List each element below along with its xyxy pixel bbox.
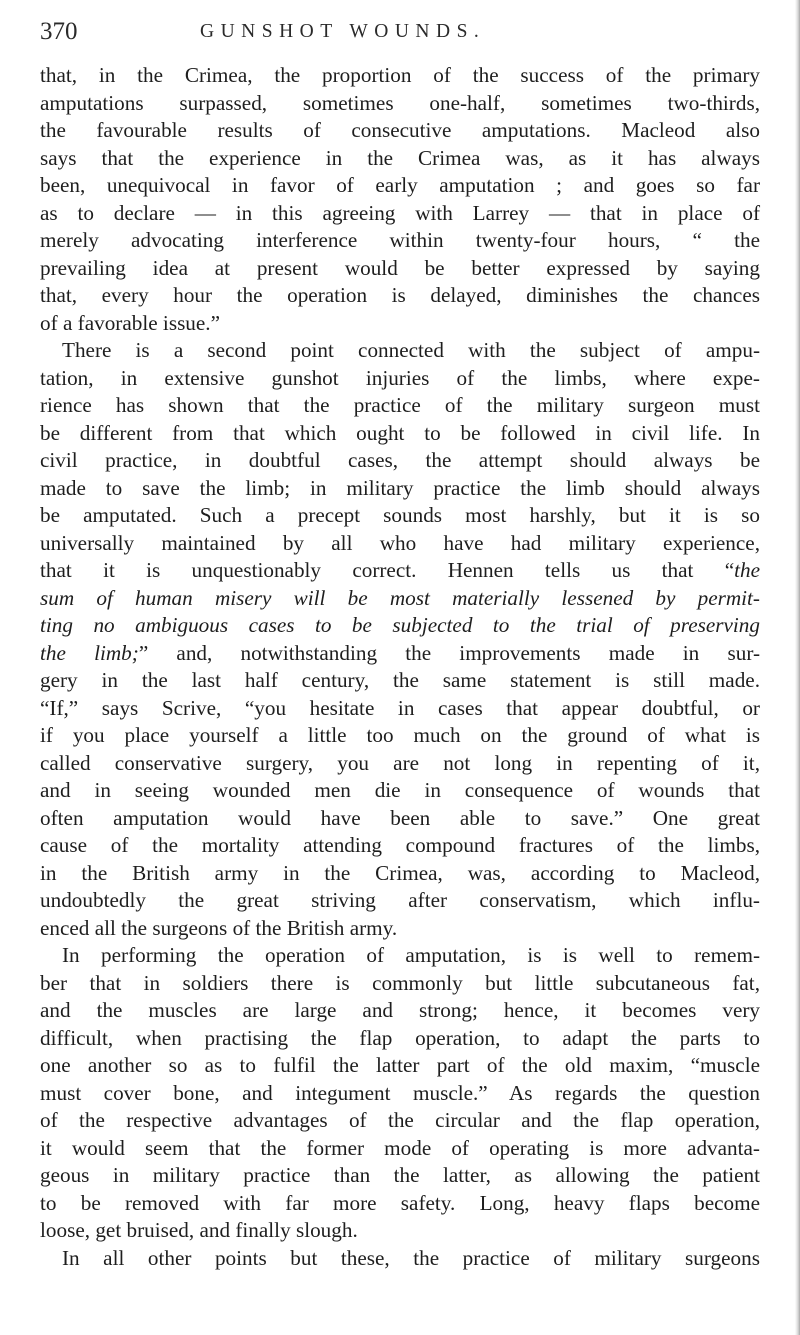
text-span: the favourable results of consecutive amputations. Macleod also [40,118,760,142]
text-line [40,420,760,448]
text-line [40,255,760,283]
text-span: be amputated. Such a precept sounds most harshly, but it is so [40,503,760,527]
text-span: been, unequivocal in favor of early amputation ; and goes so far [40,173,760,197]
italic-text: the limb; [40,640,139,665]
text-span: one another so as to fulfil the latter part of the old maxim, “muscle [40,1053,760,1077]
text-line [40,557,760,585]
text-span: prevailing idea at present would be better expressed by saying [40,255,760,280]
text-span: geous in military practice than the latter, as allowing the patient [40,1163,760,1187]
text-line [40,860,760,888]
text-line [40,530,760,558]
text-span: In performing the operation of amputation, is is well to remem- [62,943,760,967]
text-line [40,117,760,145]
text-line [40,805,760,833]
text-line [40,447,760,475]
text-line [40,1052,760,1080]
text-line [40,310,760,338]
text-span: often amputation would have been able to save.” One great [40,805,760,830]
text-span: civil practice, in doubtful cases, the attempt should always be [40,448,760,472]
text-span: if you place yourself a little too much on the ground of what is [40,723,760,747]
text-line [40,915,760,943]
text-line [40,887,760,915]
text-line [40,90,760,118]
text-span: merely advocating interference within twenty-four hours, “ the [40,228,760,252]
text-line [40,1162,760,1190]
text-line [40,722,760,750]
text-span: rience has shown that the practice of the military surgeon must [40,393,760,417]
text-line [40,1107,760,1135]
page-number: 370 [40,18,78,45]
page-edge-shadow [795,0,800,1335]
text-line [40,612,760,640]
text-span: ” and, notwithstanding the improvements made in sur- [138,640,761,665]
text-span: as to declare — in this agreeing with Larrey — that in place of [40,200,760,225]
text-line [40,970,760,998]
text-line [40,62,760,90]
text-line [40,942,760,970]
text-span: that it is unquestionably correct. Hennen tells us that “ [40,558,735,582]
text-line [40,585,760,613]
text-span: to be removed with far more safety. Long, heavy flaps become [40,1190,760,1215]
running-header [40,0,760,62]
text-span: of the respective advantages of the circular and the flap operation, [40,1108,760,1132]
text-span: that, every hour the operation is delayed, diminishes the chances [40,283,760,307]
text-line [40,777,760,805]
text-span: be different from that which ought to be followed in civil life. In [40,420,760,445]
text-span: loose, get bruised, and finally slough. [40,1218,358,1242]
text-line [40,832,760,860]
text-span: In all other points but these, the practice of military surgeons [62,1245,760,1270]
text-line [40,365,760,393]
text-line [40,200,760,228]
text-span: enced all the surgeons of the British army. [40,915,398,940]
text-span: difficult, when practising the flap operation, to adapt the parts to [40,1025,760,1050]
text-span: must cover bone, and integument muscle.” As regards the question [40,1080,760,1105]
book-page [40,0,760,1272]
text-line [40,172,760,200]
italic-text: the [734,558,760,582]
text-line [40,337,760,365]
text-line [40,145,760,173]
text-span: of a favorable issue.” [40,310,221,335]
text-span: tation, in extensive gunshot injuries of the limbs, where expe- [40,365,760,390]
text-span: and in seeing wounded men die in consequence of wounds that [40,778,760,802]
text-span: it would seem that the former mode of operating is more advanta- [40,1135,760,1160]
text-span: ber that in soldiers there is commonly but little subcutaneous fat, [40,970,760,995]
text-span: made to save the limb; in military practice the limb should always [40,475,760,500]
text-span: in the British army in the Crimea, was, according to Macleod, [40,860,760,885]
italic-text: sum of human misery will be most materially lessened by permit- [40,585,760,610]
text-line [40,750,760,778]
text-line [40,1217,760,1245]
text-span: that, in the Crimea, the proportion of the success of the primary [40,63,760,87]
text-line [40,502,760,530]
text-line [40,1135,760,1163]
running-title: GUNSHOT WOUNDS. [200,21,486,42]
text-span: There is a second point connected with the subject of ampu- [62,338,760,362]
text-span: undoubtedly the great striving after conservatism, which influ- [40,888,760,912]
text-line [40,695,760,723]
body-text [40,62,760,1272]
text-line [40,667,760,695]
italic-text: ting no ambiguous cases to be subjected to the trial of preserving [40,613,760,637]
text-line [40,997,760,1025]
text-span: “If,” says Scrive, “you hesitate in cases that appear doubtful, or [40,695,760,720]
text-line [40,227,760,255]
text-line [40,392,760,420]
text-line [40,475,760,503]
text-line [40,1025,760,1053]
text-span: and the muscles are large and strong; hence, it becomes very [40,998,760,1022]
text-line [40,1190,760,1218]
text-span: gery in the last half century, the same statement is still made. [40,668,760,692]
text-line [40,282,760,310]
text-line [40,640,760,668]
text-span: cause of the mortality attending compound fractures of the limbs, [40,833,760,857]
text-span: universally maintained by all who have had military experience, [40,530,760,555]
text-span: called conservative surgery, you are not long in repenting of it, [40,750,760,775]
text-line [40,1080,760,1108]
text-line [40,1245,760,1273]
text-span: says that the experience in the Crimea was, as it has always [40,145,760,170]
text-span: amputations surpassed, sometimes one-half, sometimes two-thirds, [40,90,760,115]
